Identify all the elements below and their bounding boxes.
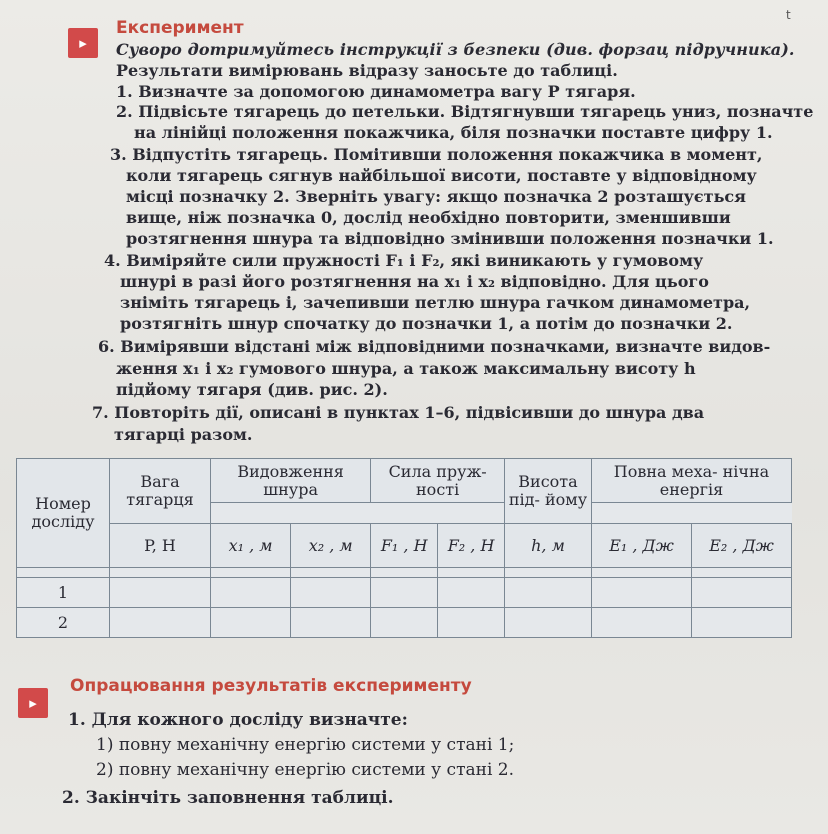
step-3-cont: місці позначку 2. Зверніть увагу: якщо позначка 2 розташується (126, 187, 746, 206)
experiment-heading: Експеримент (116, 18, 244, 38)
header-force: Сила пруж- ності (371, 459, 505, 503)
header-x2: x₂ , м (291, 524, 371, 568)
step-6-cont: підйому тягаря (див. рис. 2). (116, 380, 388, 399)
header-height: Висота під- йому (504, 459, 591, 524)
instruction-line: Результати вимірювань відразу заносьте до таблиці. (116, 61, 618, 80)
section-marker-icon: ▸ (68, 28, 98, 58)
step-1: 1. Визначте за допомогою динамометра вагу P тягаря. (116, 82, 636, 101)
header-number: Номер досліду (17, 459, 110, 568)
step-7: 7. Повторіть дії, описані в пунктах 1–6, підвісивши до шнура два (92, 403, 705, 422)
step-4-cont: шнурі в разі його розтягнення на x₁ і x₂ відповідно. Для цього (120, 272, 709, 291)
header-e2: E₂ , Дж (691, 524, 791, 568)
processing-heading: Опрацювання результатів експерименту (70, 676, 472, 696)
step-3-cont: розтягнення шнура та відповідно змінивши положення позначки 1. (126, 229, 774, 248)
step-4-cont: розтягніть шнур спочатку до позначки 1, а потім до позначки 2. (120, 314, 733, 333)
processing-substep-2: 2) повну механічну енергію системи у стані 2. (96, 760, 515, 780)
header-energy: Повна меха- нічна енергія (591, 459, 791, 503)
header-weight-unit: P, Н (110, 524, 211, 568)
processing-substep-1: 1) повну механічну енергію системи у стані 1; (96, 735, 515, 755)
step-2-cont: на лінійці положення покажчика, біля позначки поставте цифру 1. (134, 123, 773, 142)
header-f2: F₂ , Н (438, 524, 505, 568)
step-7-cont: тягарці разом. (114, 425, 253, 444)
step-2: 2. Підвісьте тягарець до петельки. Відтягнувши тягарець униз, позначте (116, 102, 814, 121)
header-weight: Вага тягарця (110, 459, 211, 524)
step-3-cont: вище, ніж позначка 0, дослід необхідно повторити, зменшивши (126, 208, 731, 227)
corner-mark: t (786, 8, 791, 22)
step-4-cont: зніміть тягарець і, зачепивши петлю шнура гачком динамометра, (120, 293, 751, 312)
header-x1: x₁ , м (211, 524, 291, 568)
safety-note: Суворо дотримуйтесь інструкції з безпеки (див. форзац підручника). (116, 40, 795, 59)
step-6-cont: ження x₁ і x₂ гумового шнура, а також максимальну висоту h (116, 359, 696, 378)
results-table (16, 458, 792, 638)
table-row (17, 608, 792, 638)
row-number: 2 (17, 608, 110, 638)
section-marker-icon: ▸ (18, 688, 48, 718)
row-number: 1 (17, 578, 110, 608)
step-3-cont: коли тягарець сягнув найбільшої висоти, поставте у відповідному (126, 166, 757, 185)
header-e1: E₁ , Дж (591, 524, 691, 568)
processing-step-2: 2. Закінчіть заповнення таблиці. (62, 788, 394, 808)
processing-step-1: 1. Для кожного досліду визначте: (68, 710, 408, 730)
header-f1: F₁ , Н (371, 524, 438, 568)
header-height-unit: h, м (504, 524, 591, 568)
step-3: 3. Відпустіть тягарець. Помітивши положення покажчика в момент, (110, 145, 763, 164)
header-elongation: Видовження шнура (211, 459, 371, 503)
step-6: 6. Вимірявши відстані між відповідними позначками, визначте видов- (98, 337, 771, 356)
table-row (17, 578, 792, 608)
step-4: 4. Виміряйте сили пружності F₁ і F₂, які виникають у гумовому (104, 251, 704, 270)
